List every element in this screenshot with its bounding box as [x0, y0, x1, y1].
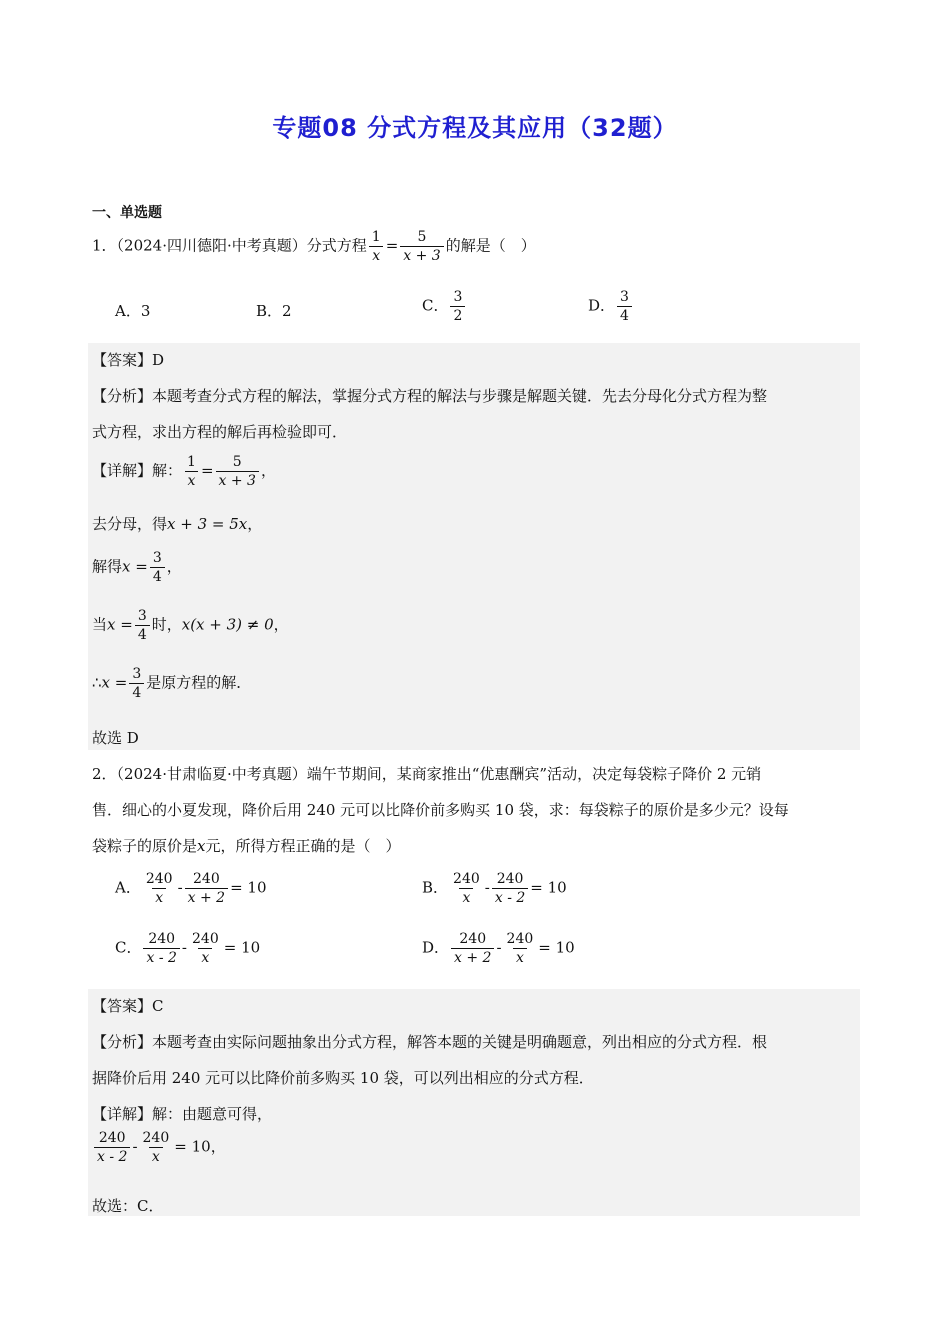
step-line: 当x = $\frac{3}{4}$ 时，x(x + 3) ≠ 0，	[92, 608, 289, 643]
detail-line: 【详解】解： $\frac{1}{x}$ = $\frac{5}{x + 3}$ ，	[92, 454, 276, 489]
detail-line: 【详解】解：由题意可得，	[92, 1105, 273, 1123]
fraction: $\frac{1}{x}$	[369, 228, 384, 265]
page-title: 专题08 分式方程及其应用（32题）	[272, 114, 678, 142]
question-2-line: 售．细心的小夏发现，降价后用 240 元可以比降价前多购买 10 袋，求：每袋粽子的原价是多少元？设每	[92, 801, 789, 819]
question-1-stem: 1．（2024·四川德阳·中考真题）分式方程 $\frac{1}{x}$ = $\frac{5}{x + 3}$ 的解是（ ）	[92, 229, 536, 264]
question-2-line: 2．（2024·甘肃临夏·中考真题）端午节期间，某商家推出“优惠酬宾”活动，决定每袋粽子降价 2 元销	[92, 765, 762, 783]
section-heading: 一、单选题	[92, 205, 162, 221]
analysis-line: 【分析】本题考查由实际问题抽象出分式方程，解答本题的关键是明确题意，列出相应的分式方程．根	[92, 1033, 768, 1051]
option-b: B． $\frac{240}{x}$ - $\frac{240}{x - 2}$ = 10	[422, 871, 567, 906]
option-b: B．2	[256, 302, 292, 320]
analysis-line: 式方程，求出方程的解后再检验即可．	[92, 423, 348, 441]
question-2-line: 袋粽子的原价是x元，所得方程正确的是（ ）	[92, 837, 401, 855]
equation-line: $\frac{240}{x - 2}$ - $\frac{240}{x}$ = 10，	[92, 1129, 226, 1166]
conclusion: 故选：C．	[92, 1197, 164, 1215]
step-line: 去分母，得x + 3 = 5x，	[92, 515, 263, 533]
step-line: 解得x = $\frac{3}{4}$ ，	[92, 550, 182, 585]
fraction: $\frac{5}{x + 3}$	[400, 228, 443, 265]
solution-box-q1	[88, 343, 860, 750]
option-d: D． $\frac{3}{4}$	[588, 288, 634, 325]
solution-box-q2	[88, 989, 860, 1216]
option-a: A．3	[115, 302, 151, 320]
option-a: A． $\frac{240}{x}$ - $\frac{240}{x + 2}$ = 10	[115, 871, 267, 906]
option-c: C． $\frac{3}{2}$	[422, 288, 467, 325]
step-line: ∴x = $\frac{3}{4}$ 是原方程的解．	[92, 666, 252, 701]
option-d: D． $\frac{240}{x + 2}$ - $\frac{240}{x}$ = 10	[422, 931, 575, 966]
analysis-line: 据降价后用 240 元可以比降价前多购买 10 袋，可以列出相应的分式方程．	[92, 1069, 594, 1087]
conclusion: 故选 D	[92, 729, 139, 747]
option-c: C． $\frac{240}{x - 2}$ - $\frac{240}{x}$ = 10	[115, 931, 261, 966]
analysis-line: 【分析】本题考查分式方程的解法，掌握分式方程的解法与步骤是解题关键．先去分母化分式方程为整	[92, 387, 768, 405]
answer: 【答案】C	[92, 997, 164, 1015]
answer: 【答案】D	[92, 351, 165, 369]
